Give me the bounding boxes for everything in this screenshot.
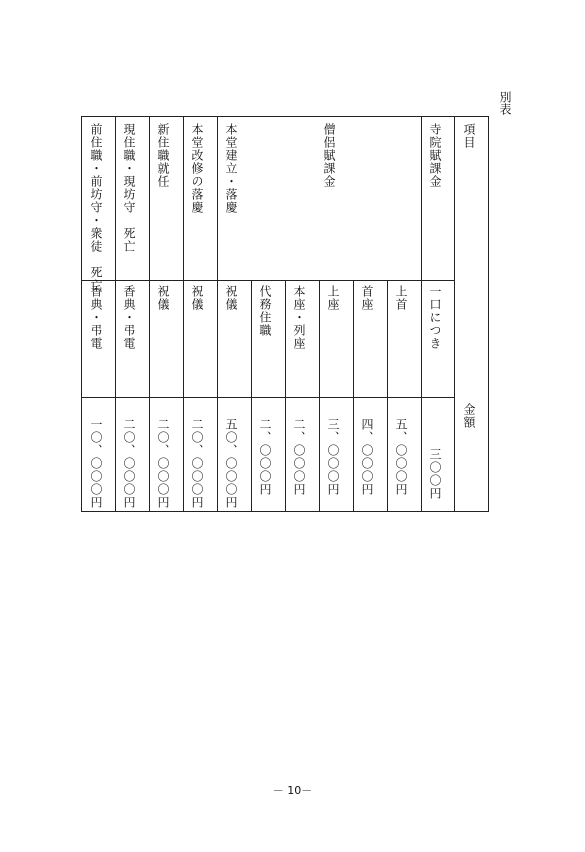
priest-rank: 首座 <box>360 285 374 311</box>
temple-fee-basis: 一口につき <box>428 285 442 350</box>
priest-rank: 上座 <box>326 285 340 311</box>
event-type: 香典・弔電 <box>89 285 103 350</box>
event-label: 本堂改修の落慶 <box>190 123 204 214</box>
event-label: 現住職・現坊守 死亡 <box>122 123 136 253</box>
page-number: － 10－ <box>272 784 313 797</box>
appendix-label: 別表 <box>498 91 512 115</box>
priest-amount: 三、〇〇〇円 <box>326 418 340 496</box>
fee-table <box>81 116 489 512</box>
header-amount: 金額 <box>462 403 476 429</box>
priest-fee-label: 僧侶賦課金 <box>322 123 336 188</box>
priest-amount: 二、〇〇〇円 <box>292 418 306 496</box>
temple-fee-amount: 三〇〇円 <box>428 448 442 500</box>
event-type: 祝儀 <box>156 285 170 311</box>
event-amount: 二〇、〇〇〇円 <box>156 418 170 509</box>
priest-rank: 上首 <box>394 285 408 311</box>
event-amount: 二〇、〇〇〇円 <box>122 418 136 509</box>
temple-fee-label: 寺院賦課金 <box>428 123 442 188</box>
event-type: 香典・弔電 <box>122 285 136 350</box>
event-label: 新住職就任 <box>156 123 170 188</box>
event-label: 本堂建立・落慶 <box>224 123 238 214</box>
event-amount: 二〇、〇〇〇円 <box>190 418 204 509</box>
event-amount: 五〇、〇〇〇円 <box>224 418 238 509</box>
priest-amount: 四、〇〇〇円 <box>360 418 374 496</box>
priest-rank: 本座・列座 <box>292 285 306 350</box>
priest-amount: 五、〇〇〇円 <box>394 418 408 496</box>
event-type: 祝儀 <box>190 285 204 311</box>
event-amount: 一〇、〇〇〇円 <box>89 418 103 509</box>
priest-amount: 二、〇〇〇円 <box>258 418 272 496</box>
priest-rank: 代務住職 <box>258 285 272 337</box>
event-type: 祝儀 <box>224 285 238 311</box>
header-item: 項目 <box>462 123 476 149</box>
event-label: 前住職・前坊守・衆徒 死亡 <box>89 123 103 292</box>
